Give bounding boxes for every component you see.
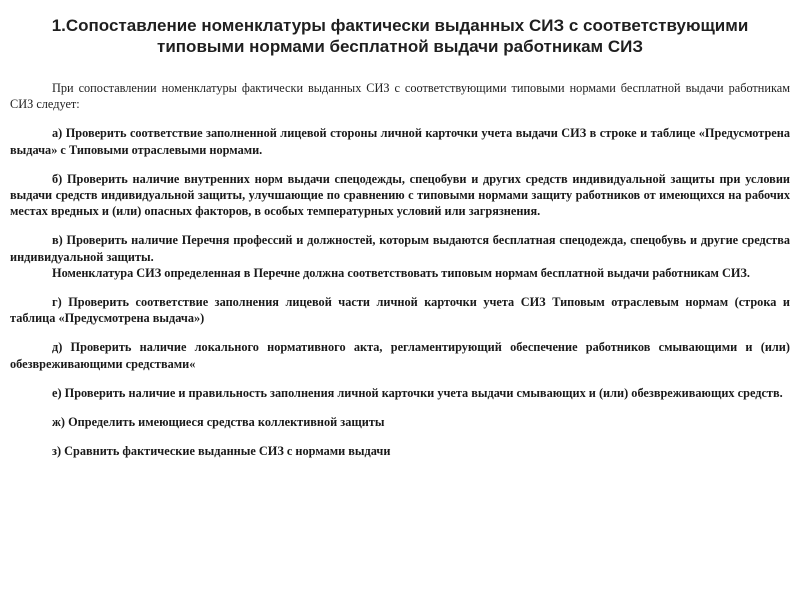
item-d: д) Проверить наличие локального нормативного акта, регламентирующий обеспечение работников смывающими и (или) обезвреживающими средствами« xyxy=(10,340,790,371)
item-zh: ж) Определить имеющиеся средства коллективной защиты xyxy=(52,415,385,430)
slide-title: 1.Сопоставление номенклатуры фактически выданных СИЗ с соответствующими типовыми нормами бесплатной выдачи работникам СИЗ xyxy=(51,16,749,56)
item-g: г) Проверить соответствие заполнения лицевой части личной карточки учета СИЗ Типовым отраслевым нормам (строка и таблица «Предусмотрена выдача») xyxy=(10,295,790,326)
slide-body xyxy=(10,80,790,459)
intro-paragraph: При сопоставлении номенклатуры фактически выданных СИЗ с соответствующими типовыми нормами бесплатной выдачи работникам СИЗ следует: xyxy=(10,81,790,112)
item-b: б) Проверить наличие внутренних норм выдачи спецодежды, спецобуви и других средств индивидуальной защиты при условии выдачи средств индивидуальной защиты, улучшающие по сравнению с типовыми нормами защиту работников от имеющихся на рабочих местах вредных и (или) опасных факторов, в особых температурных условий или загрязнения. xyxy=(10,171,790,219)
item-e: е) Проверить наличие и правильность заполнения личной карточки учета выдачи смывающих и (или) обезвреживающих средств. xyxy=(52,385,783,400)
item-a: а) Проверить соответствие заполненной лицевой стороны личной карточки учета выдачи СИЗ в строке и таблице «Предусмотрена выдача» с Типовыми отраслевыми нормами. xyxy=(10,126,790,157)
item-v-note: Номенклатура СИЗ определенная в Перечне должна соответствовать типовым нормам бесплатной выдачи работникам СИЗ. xyxy=(52,265,750,280)
item-v: в) Проверить наличие Перечня профессий и должностей, которым выдаются бесплатная спецодежда, спецобувь и другие средства индивидуальной защиты. xyxy=(10,233,790,264)
item-z: з) Сравнить фактические выданные СИЗ с нормами выдачи xyxy=(52,444,391,459)
